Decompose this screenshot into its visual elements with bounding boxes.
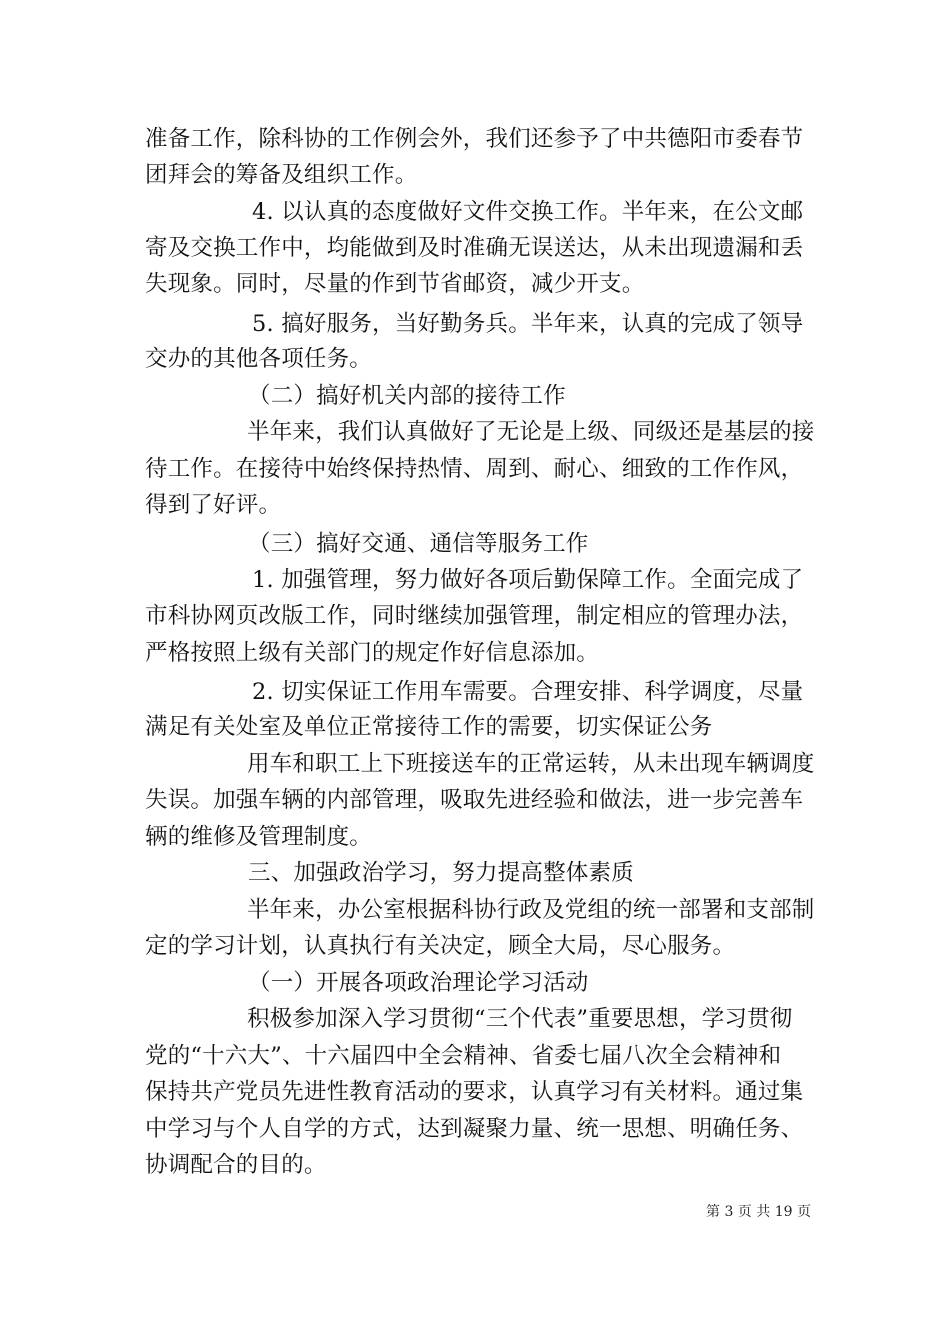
text-line: 半年来，办公室根据科协行政及党组的统一部署和支部制	[247, 897, 815, 923]
text-line: 满足有关处室及单位正常接待工作的需要，切实保证公务	[145, 714, 713, 740]
text-line: 准备工作，除科协的工作例会外，我们还参予了中共德阳市委春节	[145, 126, 804, 152]
text-line: 失现象。同时，尽量的作到节省邮资，减少开支。	[145, 271, 645, 297]
section-heading: （一）开展各项政治理论学习活动	[248, 970, 589, 996]
section-heading: （三）搞好交通、通信等服务工作	[248, 531, 589, 557]
text-line: 失误。加强车辆的内部管理，吸取先进经验和做法，进一步完善车	[145, 787, 804, 813]
text-line: 团拜会的筹备及组织工作。	[145, 162, 418, 188]
page-number-footer: 第 3 页 共 19 页	[706, 1204, 811, 1220]
text-line: 交办的其他各项任务。	[145, 346, 373, 372]
text-line: 严格按照上级有关部门的规定作好信息添加。	[145, 640, 600, 666]
text-line: 协调配合的目的。	[145, 1152, 327, 1178]
text-line: 得到了好评。	[145, 492, 282, 518]
text-line: 中学习与个人自学的方式，达到凝聚力量、统一思想、明确任务、	[145, 1116, 804, 1142]
text-line: 2. 切实保证工作用车需要。合理安排、科学调度，尽量	[252, 679, 804, 705]
section-heading: （二）搞好机关内部的接待工作	[248, 383, 566, 409]
section-heading: 三、加强政治学习，努力提高整体素质	[248, 860, 634, 886]
text-line: 辆的维修及管理制度。	[145, 824, 373, 850]
text-line: 保持共产党员先进性教育活动的要求，认真学习有关材料。通过集	[145, 1079, 804, 1105]
text-line: 市科协网页改版工作，同时继续加强管理，制定相应的管理办法，	[145, 603, 804, 629]
text-line: 定的学习计划，认真执行有关决定，顾全大局，尽心服务。	[145, 933, 736, 959]
text-line: 寄及交换工作中，均能做到及时准确无误送达，从未出现遗漏和丢	[145, 235, 804, 261]
text-line: 4. 以认真的态度做好文件交换工作。半年来，在公文邮	[252, 199, 804, 225]
text-line: 5. 搞好服务，当好勤务兵。半年来，认真的完成了领导	[252, 311, 804, 337]
text-line: 用车和职工上下班接送车的正常运转，从未出现车辆调度	[247, 751, 815, 777]
text-line: 积极参加深入学习贯彻“三个代表”重要思想，学习贯彻	[247, 1006, 793, 1032]
text-line: 半年来，我们认真做好了无论是上级、同级还是基层的接	[247, 419, 815, 445]
text-line: 1. 加强管理，努力做好各项后勤保障工作。全面完成了	[252, 567, 804, 593]
text-line: 党的“十六大”、十六届四中全会精神、省委七届八次全会精神和	[145, 1043, 782, 1069]
text-line: 待工作。在接待中始终保持热情、周到、耐心、细致的工作作风，	[145, 456, 804, 482]
